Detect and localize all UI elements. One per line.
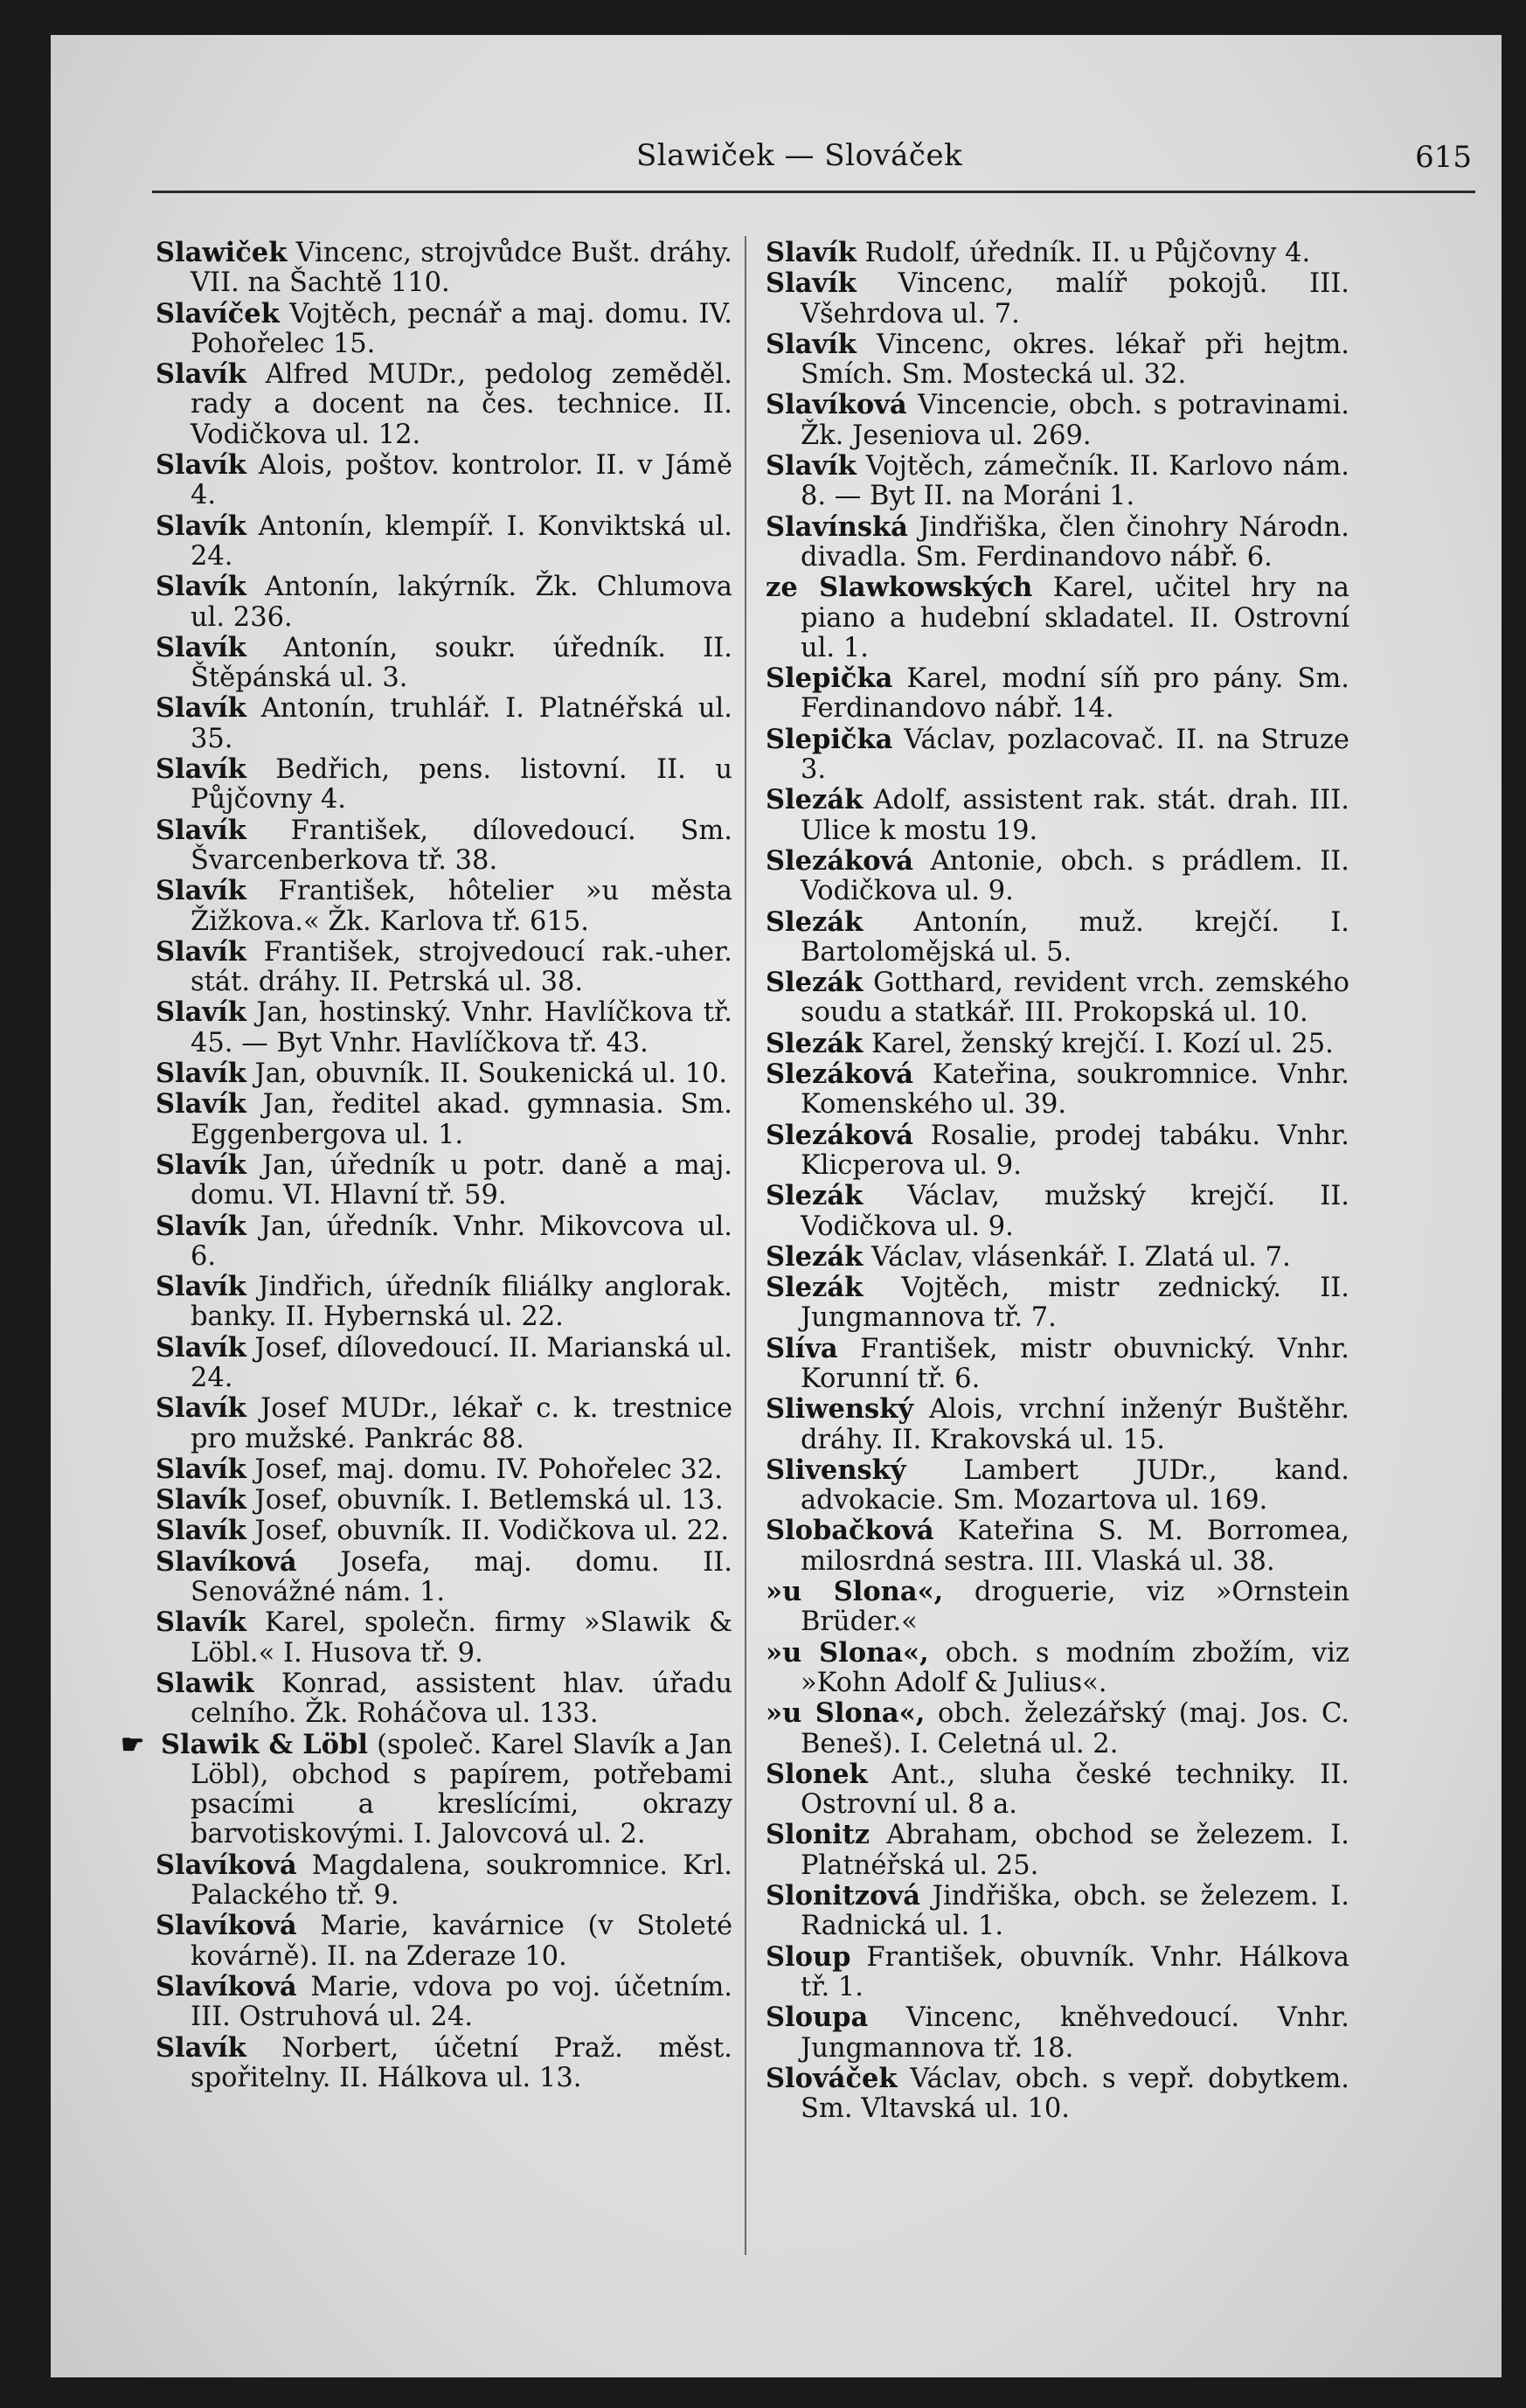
directory-entry bbox=[766, 1638, 1349, 1699]
entry-details: Václav, mužský krejčí. II. Vodičkova ul. 9. bbox=[801, 1181, 1349, 1242]
directory-entry bbox=[156, 1972, 732, 2033]
directory-entry bbox=[156, 1089, 732, 1150]
directory-entry bbox=[766, 1334, 1349, 1395]
directory-entry bbox=[156, 511, 732, 573]
entry-details: Antonín, lakýrník. Žk. Chlumova ul. 236. bbox=[191, 572, 732, 633]
directory-entry bbox=[156, 238, 732, 299]
directory-entry bbox=[156, 359, 732, 450]
entry-surname: Slíva bbox=[766, 1332, 838, 1364]
entry-surname: »u Slona«, bbox=[766, 1576, 944, 1608]
directory-entry bbox=[766, 268, 1349, 330]
entry-details: Rudolf, úředník. II. u Půjčovny 4. bbox=[864, 238, 1311, 268]
entry-surname: Slezák bbox=[766, 1240, 864, 1273]
directory-entry bbox=[156, 754, 732, 815]
directory-entry bbox=[766, 1820, 1349, 1881]
directory-entry bbox=[766, 451, 1349, 512]
directory-entry bbox=[156, 997, 732, 1058]
entry-surname: Slavínská bbox=[766, 510, 908, 543]
entry-surname: Slezák bbox=[766, 967, 864, 999]
entry-surname: Slezák bbox=[766, 1272, 864, 1304]
entry-details: obch. železářský (maj. Jos. C. Beneš). I. Celetná ul. 2. bbox=[801, 1698, 1350, 1759]
entry-surname: Slavík bbox=[156, 692, 246, 725]
directory-entry bbox=[156, 1911, 732, 1972]
entry-surname: Slonitz bbox=[766, 1819, 871, 1851]
entry-details: Jan, úředník. Vnhr. Mikovcova ul. 6. bbox=[191, 1211, 732, 1272]
directory-entry bbox=[766, 238, 1349, 268]
entry-details: Antonín, klempíř. I. Konviktská ul. 24. bbox=[191, 510, 732, 572]
entry-surname: Sloup bbox=[766, 1940, 851, 1973]
entry-details: Karel, modní síň pro pány. Sm. Ferdinandovo nábř. 14. bbox=[801, 663, 1349, 725]
entry-surname: Slavík bbox=[156, 935, 246, 968]
directory-entry bbox=[156, 572, 732, 633]
directory-entry bbox=[766, 512, 1349, 573]
entry-details: Václav, obch. s vepř. dobytkem. Sm. Vltavská ul. 10. bbox=[801, 2063, 1349, 2125]
directory-entry bbox=[156, 1211, 732, 1273]
entry-details: Antonie, obch. s prádlem. II. Vodičkova ul. 9. bbox=[801, 845, 1349, 907]
directory-entry bbox=[766, 1455, 1349, 1516]
entry-surname: Slobačková bbox=[766, 1515, 934, 1547]
entry-details: Václav, pozlacovač. II. na Struze 3. bbox=[801, 724, 1349, 786]
entry-surname: Slavík bbox=[156, 2031, 246, 2064]
directory-entry bbox=[156, 1669, 732, 1730]
directory-entry bbox=[766, 390, 1349, 451]
entry-details: Vincenc, kněhvedoucí. Vnhr. Jungmannova tř. 18. bbox=[801, 2002, 1349, 2064]
entry-details: Gotthard, revident vrch. zemského soudu a statkář. III. Prokopská ul. 10. bbox=[801, 968, 1349, 1029]
directory-entry bbox=[156, 693, 732, 754]
entry-details: Marie, vdova po voj. účetním. III. Ostruhová ul. 24. bbox=[191, 1971, 732, 2033]
entry-details: Marie, kavárnice (v Stoleté kovárně). II. na Zderaze 10. bbox=[191, 1911, 732, 1972]
directory-entry bbox=[156, 876, 732, 937]
directory-entry bbox=[156, 937, 732, 998]
directory-entry bbox=[766, 1273, 1349, 1334]
directory-entry bbox=[156, 450, 732, 511]
directory-entry bbox=[766, 846, 1349, 907]
entry-details: Vincenc, okres. lékař při hejtm. Smích. Sm. Mostecká ul. 32. bbox=[801, 329, 1349, 391]
directory-entry bbox=[156, 1333, 732, 1394]
right-column bbox=[766, 238, 1349, 2124]
entry-surname: Slavík bbox=[156, 875, 246, 907]
entry-details: Konrad, assistent hlav. úřadu celního. Žk. Roháčova ul. 133. bbox=[191, 1668, 732, 1730]
entry-surname: Slavík bbox=[156, 510, 246, 542]
directory-entry bbox=[156, 1850, 732, 1912]
directory-entry bbox=[766, 785, 1349, 846]
entry-surname: Slezáková bbox=[766, 1119, 914, 1151]
entry-surname: Slavík bbox=[156, 814, 246, 846]
entry-details: Josef, obuvník. II. Vodičkova ul. 22. bbox=[254, 1516, 730, 1547]
directory-entry bbox=[766, 1121, 1349, 1182]
entry-details: Vojtěch, mistr zednický. II. Jungmannova tř. 7. bbox=[801, 1273, 1349, 1334]
directory-entry bbox=[766, 330, 1349, 391]
entry-surname: Slavík bbox=[766, 237, 857, 268]
entry-details: Josef MUDr., lékař c. k. trestnice pro mužské. Pankrác 88. bbox=[191, 1393, 733, 1454]
entry-surname: Slavík bbox=[156, 1392, 246, 1425]
entry-surname: Sloupa bbox=[766, 2002, 869, 2034]
entry-details: Kateřina S. M. Borromea, milosrdná sestra. III. Vlaská ul. 38. bbox=[801, 1516, 1349, 1577]
entry-surname: Slezák bbox=[766, 1180, 864, 1212]
entry-surname: Slavíček bbox=[156, 297, 280, 330]
directory-entry bbox=[766, 1181, 1349, 1242]
entry-surname: Slavík bbox=[156, 1515, 246, 1547]
directory-entry: ☛ Slawik & Löbl (společ. Karel Slavík a Jan Löbl), obchod s papírem, potřebami psacími a kreslícími, okrazy barvotiskovými. I. Jalovcová ul. 2. bbox=[121, 1728, 732, 1850]
entry-details: Jindřiška, obch. se železem. I. Radnická ul. 1. bbox=[801, 1881, 1349, 1942]
entry-surname: Slonek bbox=[766, 1758, 868, 1790]
entry-details: Josef, obuvník. I. Betlemská ul. 13. bbox=[254, 1485, 724, 1516]
entry-details: Magdalena, soukromnice. Krl. Palackého tř. 9. bbox=[191, 1849, 732, 1912]
directory-entry bbox=[766, 1516, 1349, 1577]
entry-details: Josefa, maj. domu. II. Senovážné nám. 1. bbox=[191, 1546, 732, 1608]
entry-details: Antonín, muž. krejčí. I. Bartolomějská ul. 5. bbox=[801, 906, 1349, 968]
entry-surname: Slavík bbox=[156, 449, 246, 482]
entry-surname: Slavík bbox=[766, 267, 857, 300]
entry-surname: Slezáková bbox=[766, 844, 914, 877]
entry-details: Vojtěch, zámečník. II. Karlovo nám. 8. — Byt II. na Moráni 1. bbox=[801, 451, 1349, 512]
running-title: Slawiček — Slováček bbox=[636, 138, 963, 173]
entry-surname: Slavík bbox=[766, 450, 857, 482]
header-rule bbox=[152, 191, 1475, 193]
entry-details: Rosalie, prodej tabáku. Vnhr. Klicperova ul. 9. bbox=[801, 1120, 1349, 1181]
entry-details: František, hôtelier »u města Žižkova.« Žk. Karlova tř. 615. bbox=[191, 876, 732, 937]
entry-details: Adolf, assistent rak. stát. drah. III. Ulice k mostu 19. bbox=[801, 785, 1349, 846]
entry-details: František, obuvník. Vnhr. Hálkova tř. 1. bbox=[801, 1941, 1349, 2002]
directory-entry bbox=[766, 2002, 1349, 2064]
entry-details: droguerie, viz »Ornstein Brüder.« bbox=[801, 1577, 1349, 1638]
directory-entry bbox=[766, 1942, 1349, 2003]
entry-details: Jindřich, úředník filiálky anglorak. banky. II. Hybernská ul. 22. bbox=[191, 1272, 732, 1333]
directory-entry bbox=[766, 663, 1349, 725]
entry-surname: Slezáková bbox=[766, 1058, 914, 1091]
entry-details: Antonín, truhlář. I. Platnéřská ul. 35. bbox=[191, 693, 733, 754]
directory-entry bbox=[766, 1394, 1349, 1455]
entry-details: (společ. Karel Slavík a Jan Löbl), obchod s papírem, potřebami psacími a kreslícími, okrazy barvotiskovými. I. Jalovcová ul. 2. bbox=[191, 1729, 732, 1850]
directory-entry bbox=[156, 1454, 732, 1485]
directory-entry bbox=[766, 1242, 1349, 1273]
directory-entry bbox=[156, 1058, 732, 1089]
entry-surname: Slepička bbox=[766, 723, 893, 755]
directory-entry bbox=[766, 1759, 1349, 1821]
entry-surname: Slavík bbox=[766, 328, 857, 360]
entry-surname: Slavík bbox=[156, 358, 246, 391]
directory-entry bbox=[766, 907, 1349, 968]
column-divider bbox=[745, 236, 746, 2255]
directory-entry bbox=[766, 1698, 1349, 1759]
directory-entry bbox=[766, 968, 1349, 1029]
directory-entry bbox=[156, 633, 732, 694]
page-number: 615 bbox=[1415, 140, 1472, 175]
entry-surname: Slezák bbox=[766, 1027, 864, 1059]
directory-entry bbox=[766, 1577, 1349, 1638]
directory-entry bbox=[766, 1029, 1349, 1059]
entry-details: Vincencie, obch. s potravinami. Žk. Jeseniova ul. 269. bbox=[801, 390, 1349, 451]
entry-surname: Slezák bbox=[766, 784, 864, 816]
directory-entry bbox=[156, 1485, 732, 1516]
entry-surname: Slováček bbox=[766, 2062, 898, 2094]
entry-surname: Slavík bbox=[156, 753, 246, 786]
entry-details: Alfred MUDr., pedolog zeměděl. rady a docent na čes. technice. II. Vodičkova ul. 12. bbox=[191, 359, 732, 450]
directory-entry bbox=[156, 299, 732, 360]
directory-entry bbox=[156, 1547, 732, 1608]
entry-surname: Slavík bbox=[156, 1058, 246, 1090]
entry-details: František, strojvedoucí rak.-uher. stát. dráhy. II. Petrská ul. 38. bbox=[191, 936, 732, 998]
entry-details: Vincenc, strojvůdce Bušt. dráhy. VII. na Šachtě 110. bbox=[191, 238, 732, 299]
entry-surname: Slavík bbox=[156, 1210, 246, 1242]
entry-details: Kateřina, soukromnice. Vnhr. Komenského ul. 39. bbox=[801, 1059, 1349, 1121]
left-column bbox=[121, 237, 733, 2093]
entry-details: Abraham, obchod se železem. I. Platnéřská ul. 25. bbox=[801, 1820, 1350, 1881]
entry-details: Karel, učitel hry na piano a hudební skladatel. II. Ostrovní ul. 1. bbox=[801, 573, 1349, 663]
entry-details: Antonín, soukr. úředník. II. Štěpánská ul. 3. bbox=[191, 632, 732, 694]
directory-entry bbox=[156, 2033, 732, 2094]
entry-surname: Slavík bbox=[156, 1271, 246, 1303]
entry-details: Alois, vrchní inženýr Buštěhr. dráhy. II. Krakovská ul. 15. bbox=[801, 1394, 1349, 1455]
entry-surname: Slavík bbox=[156, 1148, 246, 1181]
directory-entry bbox=[766, 2064, 1349, 2125]
entry-surname: Slavíková bbox=[156, 1849, 297, 1881]
entry-surname: Slonitzová bbox=[766, 1880, 920, 1912]
entry-surname: Slawik bbox=[156, 1667, 254, 1699]
entry-surname: Slivenský bbox=[766, 1454, 906, 1486]
directory-entry bbox=[156, 1607, 732, 1669]
entry-surname: Sliwenský bbox=[766, 1393, 914, 1426]
entry-surname: Slavíková bbox=[156, 1970, 297, 2002]
entry-surname: Slavík bbox=[156, 571, 246, 603]
entry-surname: Slavík bbox=[156, 1453, 246, 1485]
entry-details: Ant., sluha české techniky. II. Ostrovní ul. 8 a. bbox=[801, 1759, 1349, 1821]
entry-surname: Slavík bbox=[156, 1484, 246, 1516]
entry-details: Norbert, účetní Praž. měst. spořitelny. II. Hálkova ul. 13. bbox=[191, 2032, 732, 2093]
entry-surname: Slavíková bbox=[766, 389, 907, 421]
entry-details: Bedřich, pens. listovní. II. u Půjčovny 4. bbox=[191, 754, 732, 815]
entry-details: Vojtěch, pecnář a maj. domu. IV. Pohořelec 15. bbox=[191, 298, 732, 359]
entry-details: Jindřiška, člen činohry Národn. divadla. Sm. Ferdinandovo nábř. 6. bbox=[801, 511, 1349, 573]
entry-surname: »u Slona«, bbox=[766, 1636, 929, 1669]
directory-entry bbox=[766, 1881, 1349, 1942]
entry-details: obch. s modním zbožím, viz »Kohn Adolf & Julius«. bbox=[801, 1637, 1349, 1698]
entry-details: Vincenc, malíř pokojů. III. Všehrdova ul. 7. bbox=[801, 268, 1349, 330]
entry-details: Jan, úředník u potr. daně a maj. domu. VI. Hlavní tř. 59. bbox=[191, 1149, 732, 1211]
entry-details: Josef, dílovedoucí. II. Marianská ul. 24. bbox=[191, 1332, 733, 1393]
directory-entry bbox=[156, 1393, 732, 1454]
entry-details: Karel, ženský krejčí. I. Kozí ul. 25. bbox=[871, 1028, 1334, 1059]
entry-details: Václav, vlásenkář. I. Zlatá ul. 7. bbox=[871, 1241, 1291, 1273]
entry-details: Jan, obuvník. II. Soukenická ul. 10. bbox=[254, 1058, 728, 1090]
entry-details: Karel, společn. firmy »Slawik & Löbl.« I. Husova tř. 9. bbox=[191, 1607, 732, 1669]
directory-entry bbox=[156, 815, 732, 877]
entry-surname: Slezák bbox=[766, 906, 864, 938]
entry-details: František, dílovedoucí. Sm. Švarcenberkova tř. 38. bbox=[191, 815, 732, 876]
entry-surname: Slavík bbox=[156, 996, 246, 1029]
directory-entry bbox=[156, 1150, 732, 1211]
entry-surname: Slawiček bbox=[156, 237, 288, 268]
entry-details: František, mistr obuvnický. Vnhr. Korunní tř. 6. bbox=[801, 1333, 1349, 1394]
directory-entry bbox=[766, 725, 1349, 786]
entry-details: Jan, hostinský. Vnhr. Havlíčkova tř. 45. — Byt Vnhr. Havlíčkova tř. 43. bbox=[191, 997, 732, 1058]
entry-surname: Slawik & Löbl bbox=[161, 1728, 368, 1760]
entry-surname: Slavík bbox=[156, 1088, 246, 1121]
entry-surname: ze Slawkowských bbox=[766, 572, 1033, 604]
entry-surname: Slavíková bbox=[156, 1545, 297, 1578]
directory-page bbox=[51, 35, 1502, 2377]
entry-surname: »u Slona«, bbox=[766, 1697, 926, 1730]
directory-entry bbox=[156, 1516, 732, 1546]
entry-surname: Slavík bbox=[156, 631, 246, 663]
entry-surname: Slepička bbox=[766, 663, 893, 695]
entry-details: Jan, ředitel akad. gymnasia. Sm. Eggenbergova ul. 1. bbox=[191, 1089, 732, 1150]
directory-entry bbox=[766, 1059, 1349, 1121]
entry-details: Josef, maj. domu. IV. Pohořelec 32. bbox=[254, 1454, 723, 1485]
directory-entry bbox=[766, 573, 1349, 663]
entry-details: Lambert JUDr., kand. advokacie. Sm. Mozartova ul. 169. bbox=[801, 1454, 1349, 1516]
entry-surname: Slavík bbox=[156, 1606, 246, 1639]
directory-entry bbox=[156, 1272, 732, 1333]
entry-surname: Slavíková bbox=[156, 1910, 297, 1942]
entry-surname: Slavík bbox=[156, 1331, 246, 1364]
entry-details: Alois, poštov. kontrolor. II. v Jámě 4. bbox=[191, 450, 732, 511]
